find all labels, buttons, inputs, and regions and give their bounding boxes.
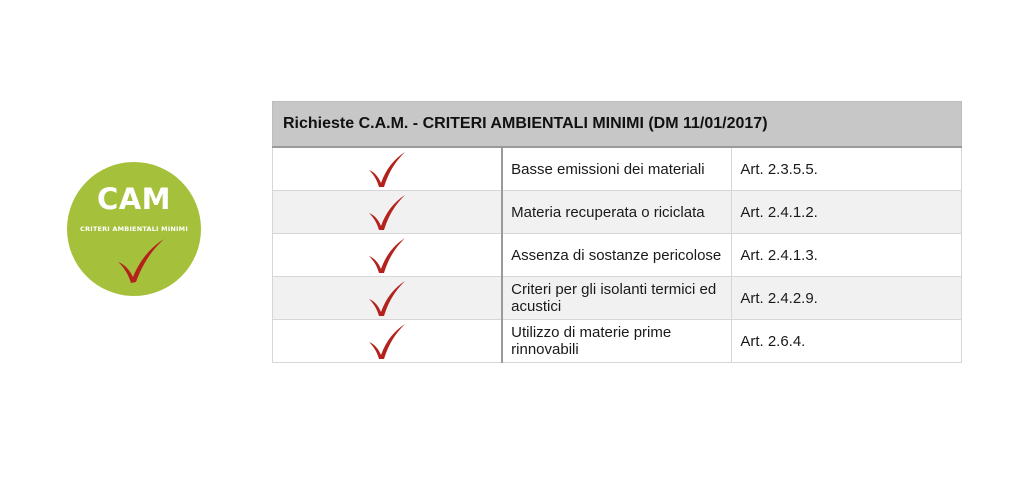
badge-title: CAM: [96, 182, 172, 216]
criteria-table: [272, 101, 962, 363]
check-cell: [273, 234, 503, 277]
table-row: [273, 320, 962, 363]
criterion-description: Utilizzo di materie prime rinnovabili: [502, 320, 732, 363]
checkmark-icon: [116, 236, 166, 284]
table-header-row: [273, 102, 962, 148]
check-cell: [273, 147, 503, 191]
criterion-article: Art. 2.6.4.: [732, 320, 962, 363]
table-row: [273, 277, 962, 320]
table-row: [273, 234, 962, 277]
criterion-description: Assenza di sostanze pericolose: [502, 234, 732, 277]
badge-subtitle: CRITERI AMBIENTALI MINIMI: [80, 225, 188, 233]
check-cell: [273, 320, 503, 363]
criterion-description: Criteri per gli isolanti termici ed acustici: [502, 277, 732, 320]
criterion-description: Materia recuperata o riciclata: [502, 191, 732, 234]
table-header: Richieste C.A.M. - CRITERI AMBIENTALI MINIMI (DM 11/01/2017): [273, 102, 962, 148]
criterion-description: Basse emissioni dei materiali: [502, 147, 732, 191]
table-row: [273, 191, 962, 234]
criterion-article: Art. 2.3.5.5.: [732, 147, 962, 191]
checkmark-icon: [367, 322, 407, 360]
checkmark-icon: [367, 279, 407, 317]
table-row: [273, 147, 962, 191]
criterion-article: Art. 2.4.1.3.: [732, 234, 962, 277]
criterion-article: Art. 2.4.2.9.: [732, 277, 962, 320]
checkmark-icon: [367, 193, 407, 231]
checkmark-icon: [367, 236, 407, 274]
check-cell: [273, 191, 503, 234]
criterion-article: Art. 2.4.1.2.: [732, 191, 962, 234]
checkmark-icon: [367, 150, 407, 188]
check-cell: [273, 277, 503, 320]
cam-badge: [67, 162, 201, 296]
